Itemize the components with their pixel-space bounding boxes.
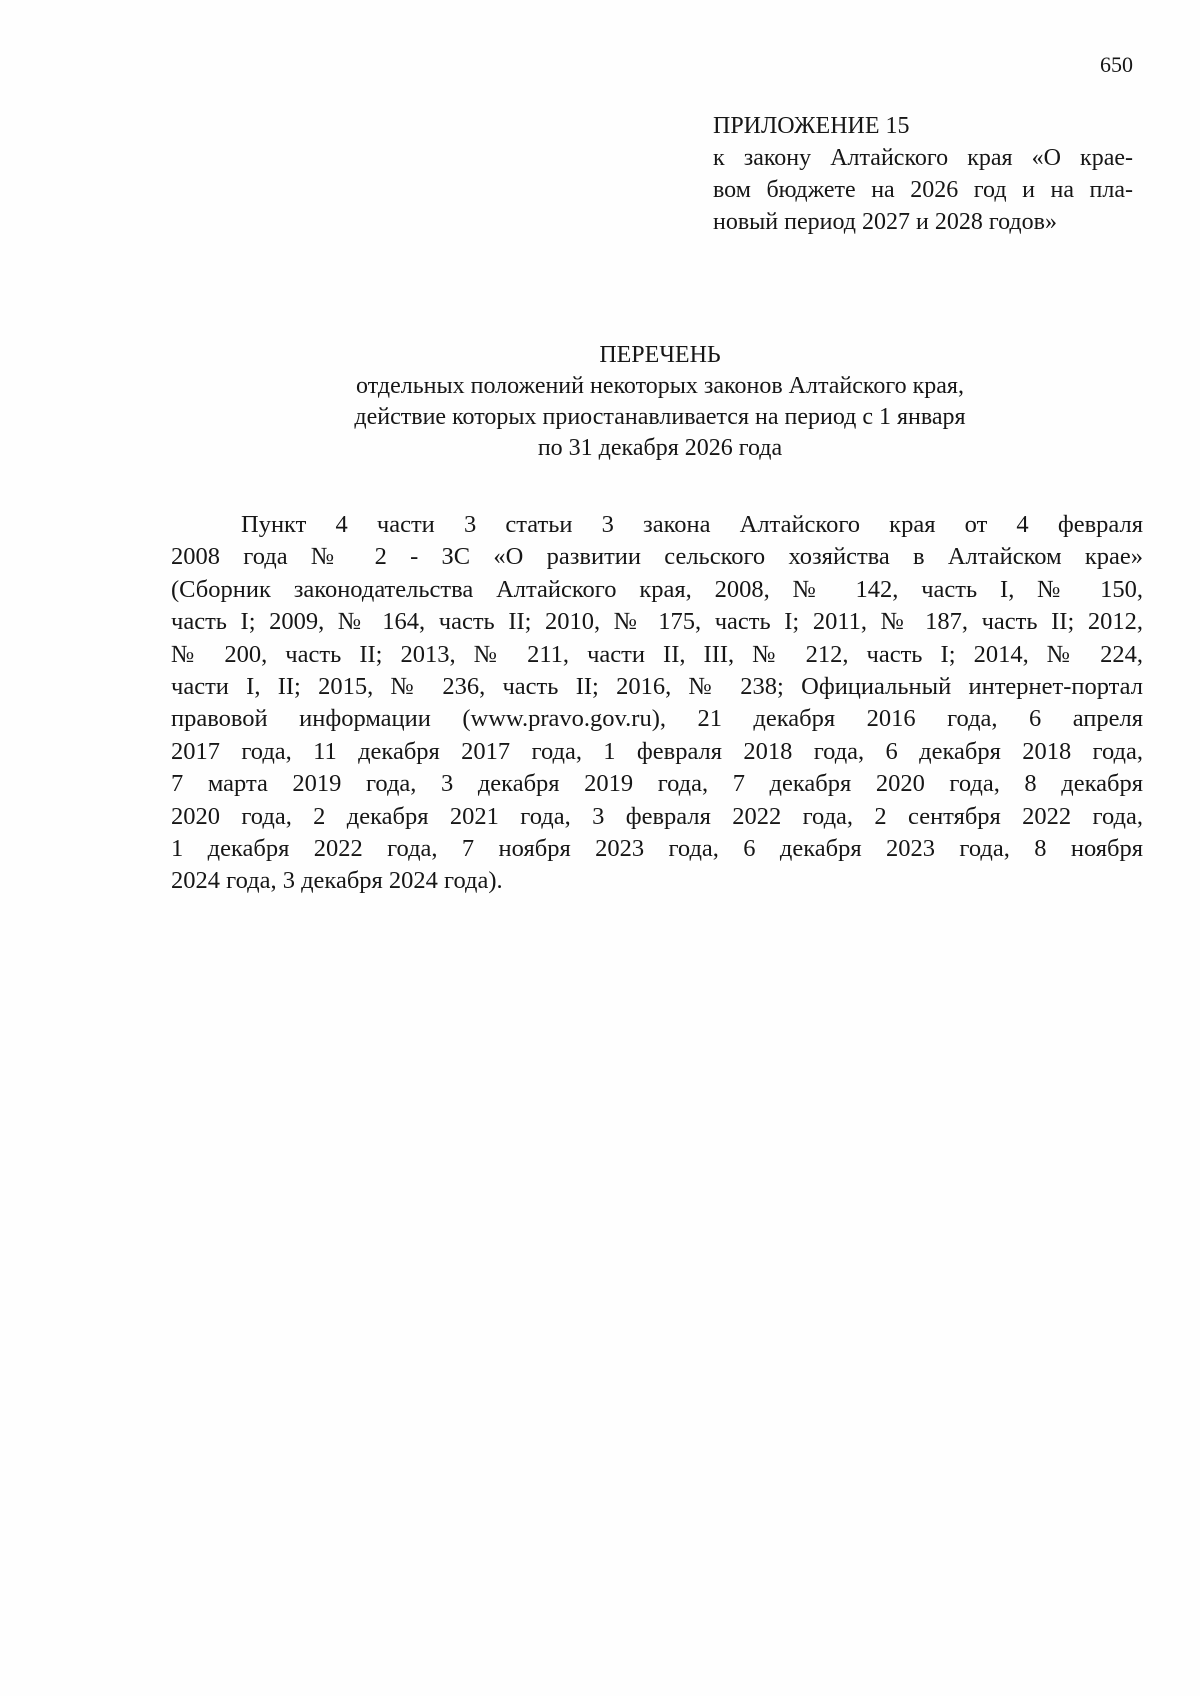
title-line: отдельных положений некоторых законов Алтайского края, — [356, 373, 964, 399]
body-line: части I, II; 2015, № 236, часть II; 2016, № 238; Официальный интернет-портал — [171, 673, 1143, 701]
appendix-header — [713, 110, 1133, 238]
body-line: 1 декабря 2022 года, 7 ноября 2023 года, 6 декабря 2023 года, 8 ноября — [171, 835, 1143, 863]
appendix-line: к закону Алтайского края «О крае- — [713, 145, 1133, 171]
appendix-heading: ПРИЛОЖЕНИЕ 15 — [713, 113, 910, 139]
body-line: 7 марта 2019 года, 3 декабря 2019 года, 7 декабря 2020 года, 8 декабря — [171, 770, 1143, 798]
body-line: Пункт 4 части 3 статьи 3 закона Алтайского края от 4 февраля — [241, 511, 1143, 538]
body-line: правовой информации (www.pravo.gov.ru), 21 декабря 2016 года, 6 апреля — [171, 705, 1143, 733]
body-line: № 200, часть II; 2013, № 211, части II, III, № 212, часть I; 2014, № 224, — [171, 640, 1143, 668]
body-line: часть I; 2009, № 164, часть II; 2010, № 175, часть I; 2011, № 187, часть II; 2012, — [171, 608, 1143, 636]
title-heading: ПЕРЕЧЕНЬ — [599, 342, 721, 368]
body-line: (Сборник законодательства Алтайского края, 2008, № 142, часть I, № 150, — [171, 575, 1143, 603]
title-line: по 31 декабря 2026 года — [537, 435, 783, 461]
document-title — [180, 340, 1140, 464]
body-line: 2020 года, 2 декабря 2021 года, 3 февраля 2022 года, 2 сентября 2022 года, — [171, 802, 1143, 830]
appendix-line: новый период 2027 и 2028 годов» — [713, 209, 1057, 235]
page-number: 650 — [1100, 52, 1133, 77]
title-line: действие которых приостанавливается на период с 1 января — [354, 404, 966, 430]
body-line: 2008 года № 2 - ЗС «О развитии сельского хозяйства в Алтайском крае» — [171, 543, 1143, 571]
body-line: 2017 года, 11 декабря 2017 года, 1 февраля 2018 года, 6 декабря 2018 года, — [171, 737, 1143, 765]
body-line: 2024 года, 3 декабря 2024 года). — [171, 867, 503, 895]
body-paragraph — [171, 509, 1143, 898]
appendix-line: вом бюджете на 2026 год и на пла- — [713, 177, 1133, 203]
